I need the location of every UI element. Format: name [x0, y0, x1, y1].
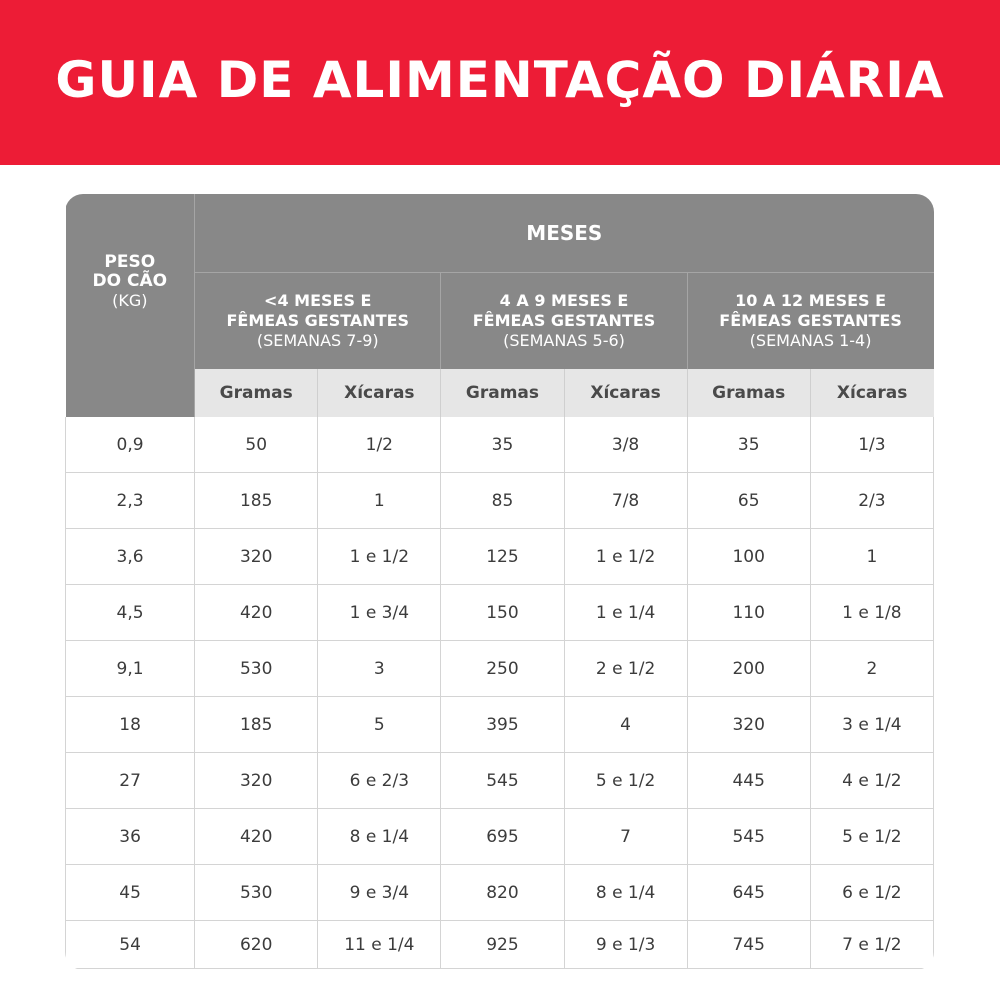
age-group-header-3 — [687, 273, 933, 370]
grams-cell: 395 — [441, 697, 564, 753]
grams-cell: 530 — [195, 865, 318, 921]
table-row — [66, 417, 934, 473]
cups-cell: 7 e 1/2 — [810, 921, 933, 969]
cups-cell: 7/8 — [564, 473, 687, 529]
cups-cell: 2 — [810, 641, 933, 697]
cups-cell: 9 e 3/4 — [318, 865, 441, 921]
weight-header-line1: PESO — [104, 252, 156, 272]
grams-cell: 695 — [441, 809, 564, 865]
cups-cell: 3 e 1/4 — [810, 697, 933, 753]
grams-cell: 645 — [687, 865, 810, 921]
grams-cell: 35 — [441, 417, 564, 473]
weight-cell: 27 — [66, 753, 195, 809]
unit-header-cups: Xícaras — [318, 369, 441, 417]
grams-cell: 445 — [687, 753, 810, 809]
table-row — [66, 809, 934, 865]
age-group-2-line2: FÊMEAS GESTANTES — [472, 311, 656, 330]
cups-cell: 5 e 1/2 — [564, 753, 687, 809]
cups-cell: 8 e 1/4 — [318, 809, 441, 865]
table-row — [66, 585, 934, 641]
cups-cell: 3 — [318, 641, 441, 697]
weight-header-unit: (KG) — [112, 291, 148, 310]
cups-cell: 3/8 — [564, 417, 687, 473]
unit-header-grams: Gramas — [687, 369, 810, 417]
cups-cell: 7 — [564, 809, 687, 865]
weight-header — [66, 194, 195, 369]
weight-cell: 9,1 — [66, 641, 195, 697]
grams-cell: 65 — [687, 473, 810, 529]
unit-header-grams: Gramas — [441, 369, 564, 417]
cups-cell: 11 e 1/4 — [318, 921, 441, 969]
age-group-header-1 — [195, 273, 441, 370]
table-row — [66, 697, 934, 753]
unit-header-cups: Xícaras — [564, 369, 687, 417]
weight-cell: 18 — [66, 697, 195, 753]
grams-cell: 85 — [441, 473, 564, 529]
age-group-2-weeks: (SEMANAS 5-6) — [503, 331, 625, 350]
age-group-3-line2: FÊMEAS GESTANTES — [719, 311, 902, 330]
cups-cell: 8 e 1/4 — [564, 865, 687, 921]
table-row — [66, 473, 934, 529]
table-row — [66, 921, 934, 969]
cups-cell: 1 e 3/4 — [318, 585, 441, 641]
age-group-header-2 — [441, 273, 687, 370]
cups-cell: 1/2 — [318, 417, 441, 473]
cups-cell: 1 — [318, 473, 441, 529]
title-banner — [0, 0, 1000, 165]
table-row — [66, 641, 934, 697]
table-body — [66, 417, 934, 969]
grams-cell: 50 — [195, 417, 318, 473]
grams-cell: 545 — [441, 753, 564, 809]
cups-cell: 1 — [810, 529, 933, 585]
grams-cell: 530 — [195, 641, 318, 697]
cups-cell: 6 e 2/3 — [318, 753, 441, 809]
grams-cell: 545 — [687, 809, 810, 865]
age-group-1-line1: <4 MESES E — [264, 291, 372, 310]
grams-cell: 250 — [441, 641, 564, 697]
age-group-3-weeks: (SEMANAS 1-4) — [749, 331, 872, 350]
age-group-1-weeks: (SEMANAS 7-9) — [256, 331, 379, 350]
table-row — [66, 865, 934, 921]
grams-cell: 745 — [687, 921, 810, 969]
grams-cell: 200 — [687, 641, 810, 697]
cups-cell: 5 e 1/2 — [810, 809, 933, 865]
cups-cell: 2 e 1/2 — [564, 641, 687, 697]
cups-cell: 1 e 1/2 — [318, 529, 441, 585]
grams-cell: 620 — [195, 921, 318, 969]
grams-cell: 420 — [195, 809, 318, 865]
weight-header-line2: DO CÃO — [92, 271, 168, 291]
weight-cell: 3,6 — [66, 529, 195, 585]
grams-cell: 420 — [195, 585, 318, 641]
age-group-1-line2: FÊMEAS GESTANTES — [226, 311, 410, 330]
weight-cell: 4,5 — [66, 585, 195, 641]
grams-cell: 35 — [687, 417, 810, 473]
weight-cell: 2,3 — [66, 473, 195, 529]
weight-cell: 54 — [66, 921, 195, 969]
grams-cell: 185 — [195, 473, 318, 529]
page-title: GUIA DE ALIMENTAÇÃO DIÁRIA — [55, 50, 945, 109]
weight-header-spacer — [66, 369, 195, 417]
cups-cell: 2/3 — [810, 473, 933, 529]
grams-cell: 320 — [687, 697, 810, 753]
grams-cell: 150 — [441, 585, 564, 641]
grams-cell: 110 — [687, 585, 810, 641]
cups-cell: 1 e 1/8 — [810, 585, 933, 641]
weight-cell: 45 — [66, 865, 195, 921]
grams-cell: 320 — [195, 753, 318, 809]
cups-cell: 4 e 1/2 — [810, 753, 933, 809]
cups-cell: 9 e 1/3 — [564, 921, 687, 969]
grams-cell: 125 — [441, 529, 564, 585]
months-header: MESES — [195, 194, 934, 273]
age-group-2-line1: 4 A 9 MESES E — [499, 291, 629, 310]
grams-cell: 820 — [441, 865, 564, 921]
cups-cell: 4 — [564, 697, 687, 753]
age-group-3-line1: 10 A 12 MESES E — [735, 291, 887, 310]
unit-header-grams: Gramas — [195, 369, 318, 417]
feeding-table-container — [65, 194, 934, 970]
unit-header-cups: Xícaras — [810, 369, 933, 417]
weight-cell: 36 — [66, 809, 195, 865]
cups-cell: 6 e 1/2 — [810, 865, 933, 921]
grams-cell: 100 — [687, 529, 810, 585]
grams-cell: 925 — [441, 921, 564, 969]
table-row — [66, 529, 934, 585]
cups-cell: 1 e 1/2 — [564, 529, 687, 585]
weight-cell: 0,9 — [66, 417, 195, 473]
grams-cell: 185 — [195, 697, 318, 753]
cups-cell: 5 — [318, 697, 441, 753]
cups-cell: 1/3 — [810, 417, 933, 473]
feeding-table — [65, 194, 934, 969]
cups-cell: 1 e 1/4 — [564, 585, 687, 641]
table-row — [66, 753, 934, 809]
grams-cell: 320 — [195, 529, 318, 585]
